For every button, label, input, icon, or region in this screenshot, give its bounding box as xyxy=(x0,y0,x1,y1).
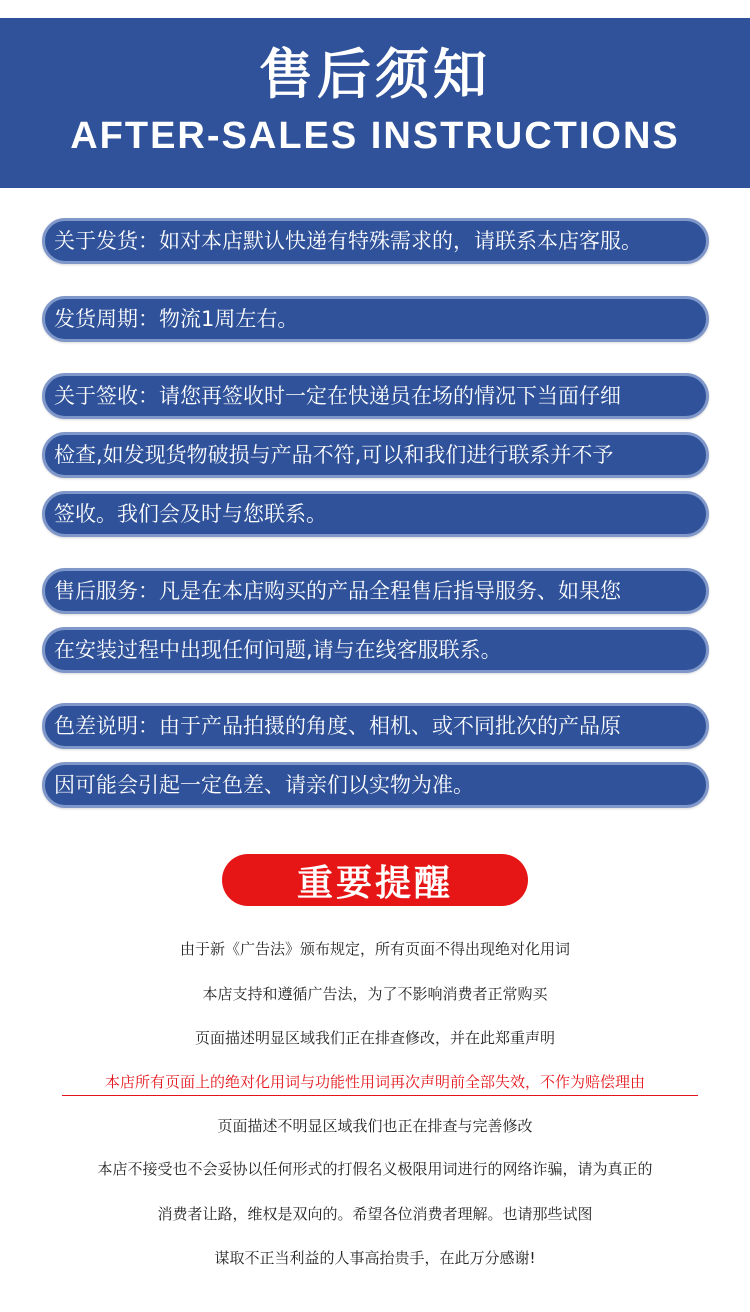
reminder-line: 谋取不正当利益的人事高抬贵手，在此万分感谢! xyxy=(214,1249,536,1267)
page-subtitle: AFTER-SALES INSTRUCTIONS xyxy=(70,115,680,157)
reminder-line: 页面描述明显区域我们正在排查修改，并在此郑重声明 xyxy=(194,1029,555,1047)
notice-receipt-line-3: 签收。我们会及时与您联系。 xyxy=(42,491,709,537)
reminder-line: 本店不接受也不会妥协以任何形式的打假名义极限用词进行的网络诈骗，请为真正的 xyxy=(97,1160,653,1178)
reminder-line: 消费者让路，维权是双向的。希望各位消费者理解。也请那些试图 xyxy=(157,1205,593,1223)
notice-shipping: 关于发货：如对本店默认快递有特殊需求的，请联系本店客服。 xyxy=(42,218,709,264)
notice-after-sales-line-2: 在安装过程中出现任何问题,请与在线客服联系。 xyxy=(42,627,709,673)
notice-receipt-line-2: 检查,如发现货物破损与产品不符,可以和我们进行联系并不予 xyxy=(42,432,709,478)
header-banner xyxy=(0,18,750,188)
notice-receipt-line-1: 关于签收：请您再签收时一定在快递员在场的情况下当面仔细 xyxy=(42,373,709,419)
reminder-line: 由于新《广告法》颁布规定，所有页面不得出现绝对化用词 xyxy=(179,940,570,958)
notice-color-line-2: 因可能会引起一定色差、请亲们以实物为准。 xyxy=(42,762,709,808)
reminder-line: 页面描述不明显区域我们也正在排查与完善修改 xyxy=(217,1117,533,1135)
page-title: 售后须知 xyxy=(259,43,491,106)
important-reminder-badge: 重要提醒 xyxy=(222,854,528,906)
notice-color-line-1: 色差说明：由于产品拍摄的角度、相机、或不同批次的产品原 xyxy=(42,703,709,749)
notice-after-sales-line-1: 售后服务：凡是在本店购买的产品全程售后指导服务、如果您 xyxy=(42,568,709,614)
highlight-underline xyxy=(62,1095,698,1096)
reminder-line: 本店支持和遵循广告法，为了不影响消费者正常购买 xyxy=(202,985,548,1003)
notice-shipping-period: 发货周期：物流1周左右。 xyxy=(42,296,709,342)
reminder-line-highlight: 本店所有页面上的绝对化用词与功能性用词再次声明前全部失效，不作为赔偿理由 xyxy=(104,1073,645,1091)
